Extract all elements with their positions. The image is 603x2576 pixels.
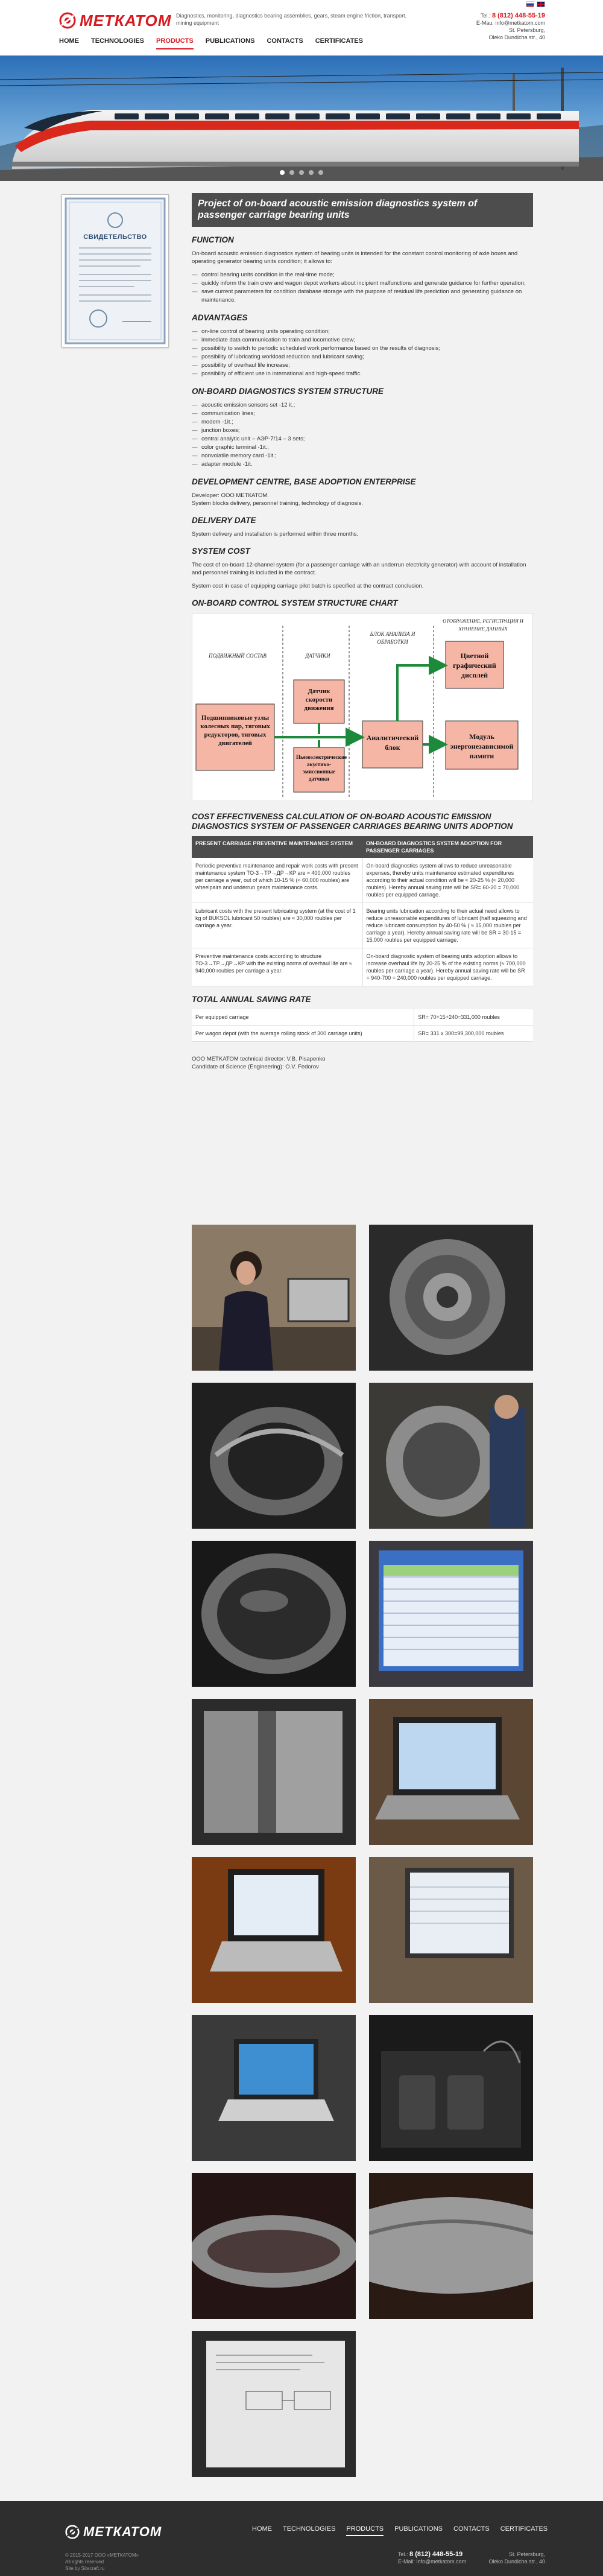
chart-box-memory: Модуль энергонезависимой памяти — [450, 732, 514, 760]
cost-text-2: System cost in case of equipping carriage pilot batch is specified at the contract conclusion. — [192, 583, 424, 589]
gallery-photo[interactable] — [369, 1857, 533, 2003]
logo-atom-icon — [65, 2525, 80, 2539]
header-phone[interactable]: 8 (812) 448-55-19 — [491, 12, 545, 19]
nav-technologies[interactable]: TECHNOLOGIES — [91, 37, 145, 45]
signature — [192, 1055, 533, 1071]
slider-dot[interactable] — [318, 170, 323, 175]
header-contact — [476, 12, 545, 41]
list-item: — possibility of efficient use in international and high-speed traffic. — [192, 370, 533, 378]
table-cell: Lubricant costs with the present lubricating system (at the cost of 1 kg of BUKSOL lubricant 50 roubles) are ≈ 30,000 roubles per carriage a year. — [192, 903, 362, 948]
chart-box-speed-sensor: Датчик скорости движения — [304, 688, 334, 712]
footer-phone-label: Tel.: — [398, 2551, 408, 2557]
photo-person-image — [192, 1225, 356, 1371]
site-tagline: Diagnostics, monitoring, diagnostics bearing assemblies, gears, steam engine friction, transport, mining equipment — [176, 13, 407, 26]
logo-text: МЕТКАТОМ — [80, 11, 172, 30]
delivery-heading: DELIVERY DATE — [192, 516, 256, 525]
photo-outer-ring-image — [192, 1541, 356, 1687]
footer-nav-products[interactable]: PRODUCTS — [346, 2525, 384, 2536]
site-footer — [0, 2501, 603, 2576]
gallery-photo[interactable] — [192, 1541, 356, 1687]
list-item: — central analytic unit – АЭР-7/14 – 3 sets; — [192, 435, 533, 443]
chart-col-analysis: БЛОК АНАЛИЗА И ОБРАБОТКИ — [370, 631, 415, 645]
footer-logo-text: МЕТКАТОМ — [83, 2524, 162, 2539]
list-item: — immediate data communication to train and locomotive crew; — [192, 336, 533, 344]
list-item: — save current parameters for condition database storage with the purpose of residual life prediction and generating guidance on maintenance. — [192, 288, 533, 305]
comparison-table — [192, 836, 533, 986]
table-heading: COST EFFECTIVENESS CALCULATION OF ON-BOARD ACOUSTIC EMISSION DIAGNOSTICS SYSTEM OF PASSENGER CARRIAGES BEARING UNITS ADOPTION — [192, 812, 513, 831]
list-item: — communication lines; — [192, 410, 533, 418]
developer-line: Developer: ООО МЕТКАТОМ. — [192, 492, 269, 499]
photo-race-image — [192, 2173, 356, 2319]
footer-nav-home[interactable]: HOME — [252, 2525, 272, 2533]
photo-analyzers-case-image — [369, 2015, 533, 2161]
footer-phone-block — [398, 2551, 466, 2565]
gallery-photo[interactable] — [369, 2173, 533, 2319]
table-cell: Per equipped carriage — [192, 1009, 414, 1026]
chart-box-display: Цветной графический дисплей — [453, 652, 496, 679]
function-heading: FUNCTION — [192, 235, 234, 244]
slider-dot[interactable] — [280, 170, 285, 175]
gallery-photo[interactable] — [192, 2015, 356, 2161]
gallery-photo[interactable] — [369, 2015, 533, 2161]
chart-box-bearings: Подшипниковые узлы колесных пар, тяговых редукторов, тяговых двигателей — [200, 714, 270, 747]
photo-roller-image — [192, 1699, 356, 1845]
footer-nav — [252, 2525, 548, 2536]
photo-document-image — [192, 2331, 356, 2477]
list-item: — possibility to switch to periodic scheduled work performance based on the results of diagnosis; — [192, 344, 533, 353]
photo-technician-image — [369, 1383, 533, 1529]
development-heading: DEVELOPMENT CENTRE, BASE ADOPTION ENTERPRISE — [192, 477, 416, 486]
table-header-row — [192, 836, 533, 858]
footer-copyright — [65, 2552, 139, 2572]
main-content — [0, 181, 603, 2501]
nav-contacts[interactable]: CONTACTS — [267, 37, 303, 45]
table-cell: Periodic preventive maintenance and repair work costs with present maintenance system ТО-3→ТР→ДР→КР are ≈ 400,000 roubles per carriage a year, out of which 10-15 % (≈ 60,000 roubles) are wheelpairs and underrun gears maintenance costs. — [192, 858, 362, 903]
footer-nav-certificates[interactable]: CERTIFICATES — [500, 2525, 548, 2533]
header-email[interactable]: E-Mau: info@metkatom.com — [476, 20, 545, 26]
structure-chart — [192, 613, 533, 801]
nav-products[interactable]: PRODUCTS — [156, 37, 194, 49]
table-cell: On-board diagnostic system of bearing units adoption allows to increase overhaul life by 20-25 % of the existing norms (≈ 700,000 roubles per carriage a year). Hereby annual saving rate will be SR = 940-700 = 240,000 roubles per equipped carriage. — [362, 948, 533, 986]
photo-ring-image — [192, 1383, 356, 1529]
header-address: Oleko Dundicha str., 40 — [488, 34, 545, 40]
table-row — [192, 1026, 533, 1042]
list-item: — color graphic terminal -1it.; — [192, 443, 533, 452]
main-nav — [59, 37, 363, 49]
site-logo[interactable] — [59, 12, 171, 29]
chart-col-rolling-stock: ПОДВИЖНЫЙ СОСТАВ — [209, 653, 267, 659]
article-title: Project of on-board acoustic emission diagnostics system of passenger carriage bearing units — [192, 193, 533, 227]
list-item: — on-line control of bearing units operating condition; — [192, 328, 533, 336]
footer-email[interactable]: E-Mail: info@metkatom.com — [398, 2559, 467, 2565]
slider-dot[interactable] — [309, 170, 314, 175]
gallery-photo[interactable] — [192, 1383, 356, 1529]
phone-label: Tel.: — [480, 13, 491, 19]
photo-software-screen-image — [369, 1541, 533, 1687]
gallery-photo[interactable] — [192, 1699, 356, 1845]
nav-certificates[interactable]: CERTIFICATES — [315, 37, 363, 45]
footer-phone[interactable]: 8 (812) 448-55-19 — [409, 2551, 463, 2558]
gallery-photo[interactable] — [369, 1541, 533, 1687]
table-cell: Per wagon depot (with the average rolling stock of 300 carriage units) — [192, 1026, 414, 1042]
flag-en-icon[interactable] — [537, 1, 545, 7]
signature-director: ООО METKATOM technical director: V.B. Pisapenko — [192, 1056, 326, 1062]
list-item: — quickly inform the train crew and wagon depot workers about incipient malfunctions and generate guidance for further operation; — [192, 279, 533, 288]
function-text: On-board acoustic emission diagnostics system of bearing units is intended for the constant control monitoring of axle boxes and operating generator bearing units condition; it allows to: — [192, 250, 518, 265]
slider-dot[interactable] — [289, 170, 294, 175]
gallery-photo[interactable] — [192, 1225, 356, 1371]
function-list — [192, 271, 533, 305]
gallery-photo[interactable] — [192, 2331, 356, 2477]
list-item: — modem -1it.; — [192, 418, 533, 427]
gallery-photo[interactable] — [369, 1699, 533, 1845]
table-header: PRESENT CARRIAGE PREVENTIVE MAINTENANCE SYSTEM — [192, 836, 362, 858]
list-item: — control bearing units condition in the real-time mode; — [192, 271, 533, 279]
flag-ru-icon[interactable] — [526, 1, 534, 7]
saving-heading: TOTAL ANNUAL SAVING RATE — [192, 995, 311, 1004]
table-header: ON-BOARD DIAGNOSTICS SYSTEM ADOPTION FOR PASSENGER CARRIAGES — [362, 836, 533, 858]
advantages-heading: ADVANTAGES — [192, 313, 248, 322]
photo-monitor-image — [369, 1857, 533, 2003]
table-cell: Bearing units lubrication according to their actual need allows to reduce unreasonable expenditures of lubricant (half squeezing and reduce lubricant consumption by 40-50 % ( ≈ 15,000 roubles per carriage a year). Hereby annual saving rate will be SR = 30-15 = 15,000 roubles per equipped carriage. — [362, 903, 533, 948]
header-city: St. Petersburg, — [508, 27, 545, 33]
chart-col-display: ОТОБРАЖЕНИЕ, РЕГИСТРАЦИЯ И ХРАНЕНИЕ ДАННЫХ — [443, 618, 523, 632]
footer-address-block — [488, 2551, 545, 2565]
photo-bearing-image — [369, 1225, 533, 1371]
language-switcher — [526, 1, 545, 7]
list-item: — nonvolatile memory card -1it.; — [192, 452, 533, 460]
list-item: — junction boxes; — [192, 427, 533, 435]
photo-depot-laptop-image — [192, 2015, 356, 2161]
nav-home[interactable]: HOME — [59, 37, 79, 45]
table-cell: SR= 331 x 300=99,300,000 roubles — [414, 1026, 533, 1042]
table-row — [192, 858, 533, 903]
table-cell: Preventive maintenance costs according to structure ТО-3→ТР→ДР→КР with the existing norms of overhaul life are ≈ 940,000 roubles per carriage a year. — [192, 948, 362, 986]
nav-publications[interactable]: PUBLICATIONS — [205, 37, 255, 45]
slider-dot[interactable] — [299, 170, 304, 175]
table-row — [192, 1009, 533, 1026]
delivery-text: System delivery and installation is performed within three months. — [192, 531, 359, 538]
slider-dots — [0, 170, 603, 175]
list-item: — possibility of overhaul life increase; — [192, 361, 533, 370]
structure-list — [192, 401, 533, 469]
gallery-photo[interactable] — [369, 1383, 533, 1529]
rights-line: All rights reserved — [65, 2559, 104, 2565]
signature-candidate: Candidate of Science (Engineering): O.V. Fedorov — [192, 1064, 319, 1070]
footer-nav-publications[interactable]: PUBLICATIONS — [394, 2525, 443, 2533]
article — [192, 193, 533, 1076]
hero-train-image — [0, 56, 603, 181]
saving-table — [192, 1009, 533, 1042]
footer-logo[interactable] — [65, 2524, 162, 2540]
certificate-title: СВИДЕТЕЛЬСТВО — [83, 233, 147, 241]
table-row — [192, 948, 533, 986]
photo-ring-surface-image — [369, 2173, 533, 2319]
table-row — [192, 903, 533, 948]
chart-heading: ON-BOARD CONTROL SYSTEM STRUCTURE CHART — [192, 598, 398, 608]
photo-laptop-case-image — [192, 1857, 356, 2003]
chart-box-analytic-unit: Аналитический блок — [366, 734, 419, 752]
services-line: System blocks delivery, personnel training, technology of diagnosis. — [192, 500, 363, 507]
list-item: — acoustic emission sensors set -12 it.; — [192, 401, 533, 410]
gallery-photo[interactable] — [369, 1225, 533, 1371]
gallery-photo[interactable] — [192, 1857, 356, 2003]
copyright-line: © 2015-2017 ООО «МЕТКАТОМ» — [65, 2552, 139, 2558]
cost-text-1: The cost of on-board 12-channel system (for a passenger carriage with an underrun electricity generator) with account of installation and personnel training is included in the contract. — [192, 562, 526, 576]
footer-city: St. Petersburg, — [508, 2551, 545, 2557]
site-header — [0, 0, 603, 56]
development-text — [192, 492, 533, 507]
list-item: — adapter module -1it. — [192, 460, 533, 469]
chart-box-ae-sensors: Пьезоэлектрические акустико-эмиссионные датчики — [296, 754, 347, 782]
photo-laptop-image — [369, 1699, 533, 1845]
cost-heading: SYSTEM COST — [192, 547, 250, 556]
logo-atom-icon — [59, 12, 76, 29]
table-cell: On-board diagnostics system allows to reduce unreasonable expenses, thereby units maintenance estimated expenditures according to their actual condition will be ≈ 20-25 % (≈ 20,000 roubles). Hereby annual saving rate will be SR= 60-20 = 70,000 roubles per equipped carriage. — [362, 858, 533, 903]
certificate-scan — [62, 195, 168, 347]
list-item: — possibility of lubricating workload reduction and lubricant saving; — [192, 353, 533, 361]
advantages-list — [192, 328, 533, 378]
footer-nav-contacts[interactable]: CONTACTS — [453, 2525, 490, 2533]
chart-col-sensors: ДАТЧИКИ — [305, 653, 330, 659]
site-credit[interactable]: Site by Sitecraft.ru — [65, 2566, 105, 2571]
footer-nav-technologies[interactable]: TECHNOLOGIES — [283, 2525, 336, 2533]
gallery-photo[interactable] — [192, 2173, 356, 2319]
certificate-image[interactable] — [62, 194, 169, 347]
structure-heading: ON-BOARD DIAGNOSTICS SYSTEM STRUCTURE — [192, 387, 384, 396]
footer-address: Oleko Dundicha str., 40 — [488, 2559, 545, 2565]
table-cell: SR= 70+15+240=331,000 roubles — [414, 1009, 533, 1026]
hero-slider — [0, 56, 603, 181]
